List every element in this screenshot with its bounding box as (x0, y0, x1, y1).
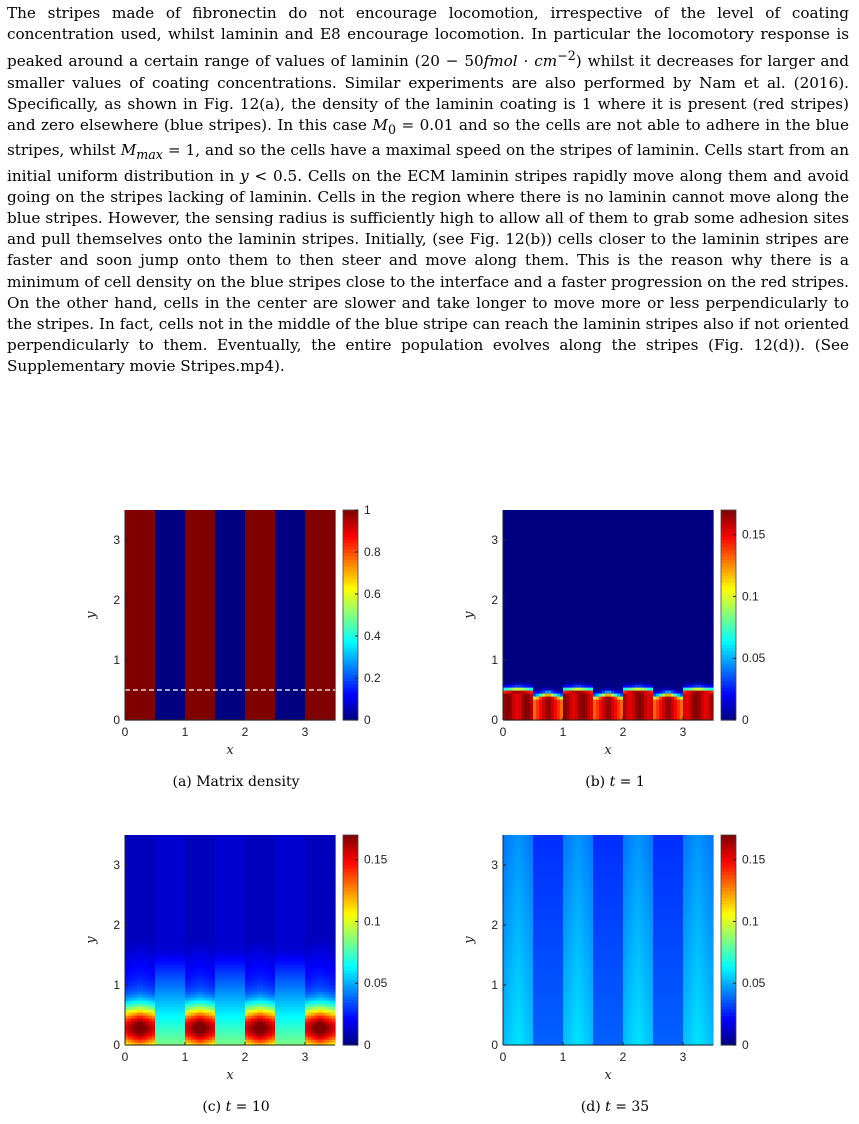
body-paragraph: The stripes made of fibronectin do not encourage locomotion, irrespective of the level of coating concentration used, whilst laminin and E8 encourage locomotion. In particular the locomotory response is peaked around a certain range of values of laminin (20 − 50fmol · $cm^{-2}$) whilst it decreases for larger and smaller values of coating concentrations. Similar experiments are also performed by Nam et al. (2016). Specifically, as shown in Fig. 12(a), the density of the laminin coating is 1 where it is present (red stripes) and zero elsewhere (blue stripes). In this case $M_0 = 0.01$ and so the cells are not able to adhere in the blue stripes, whilst $M_{max} = 1$, and so the cells have a maximal speed on the stripes of laminin. Cells start from an initial uniform distribution in y < 0.5. Cells on the ECM laminin stripes rapidly move along them and avoid going on the stripes lacking of laminin. Cells in the region where there is no laminin cannot move along the blue stripes. However, the sensing radius is sufficiently high to allow all of them to grab some adhesion sites and pull themselves onto the laminin stripes. Initially, (see Fig. 12(b)) cells closer to the laminin stripes are faster and soon jump onto them to then steer and move along them. This is the reason why there is a minimum of cell density on the blue stripes close to the interface and a faster progression on the red stripes. On the other hand, cells in the center are slower and take longer to move more or less perpendicularly to the stripes. In fact, cells not in the middle of the blue stripe can reach the laminin stripes also if not oriented perpendicularly to them. Eventually, the entire population evolves along the stripes (Fig. 12(d)). (See Supplementary movie Stripes.mp4). (7, 3, 849, 378)
colorbar-segment (343, 510, 358, 514)
heatmap-cells (125, 510, 336, 721)
y-tick-label: 3 (113, 533, 120, 547)
x-tick-label: 1 (182, 725, 189, 739)
x-tick-label: 3 (302, 725, 309, 739)
colorbar-tick-label: 0.4 (364, 629, 381, 643)
x-axis-label: x (226, 743, 234, 758)
figure-panel-matrix-density (85, 500, 485, 770)
colorbar-tick-label: 0 (364, 713, 371, 727)
y-tick-label: 1 (113, 653, 120, 667)
colorbar (343, 503, 381, 727)
colorbar-tick-label: 0.2 (364, 671, 381, 685)
y-tick-label: 2 (113, 593, 120, 607)
heatmap-cell (332, 510, 336, 514)
chart-a (85, 500, 485, 770)
x-tick-label: 0 (122, 725, 129, 739)
colorbar-tick-label: 0.6 (364, 587, 381, 601)
x-tick-label: 2 (242, 725, 249, 739)
y-axis-label: y (84, 611, 99, 620)
y-tick-label: 0 (113, 713, 120, 727)
